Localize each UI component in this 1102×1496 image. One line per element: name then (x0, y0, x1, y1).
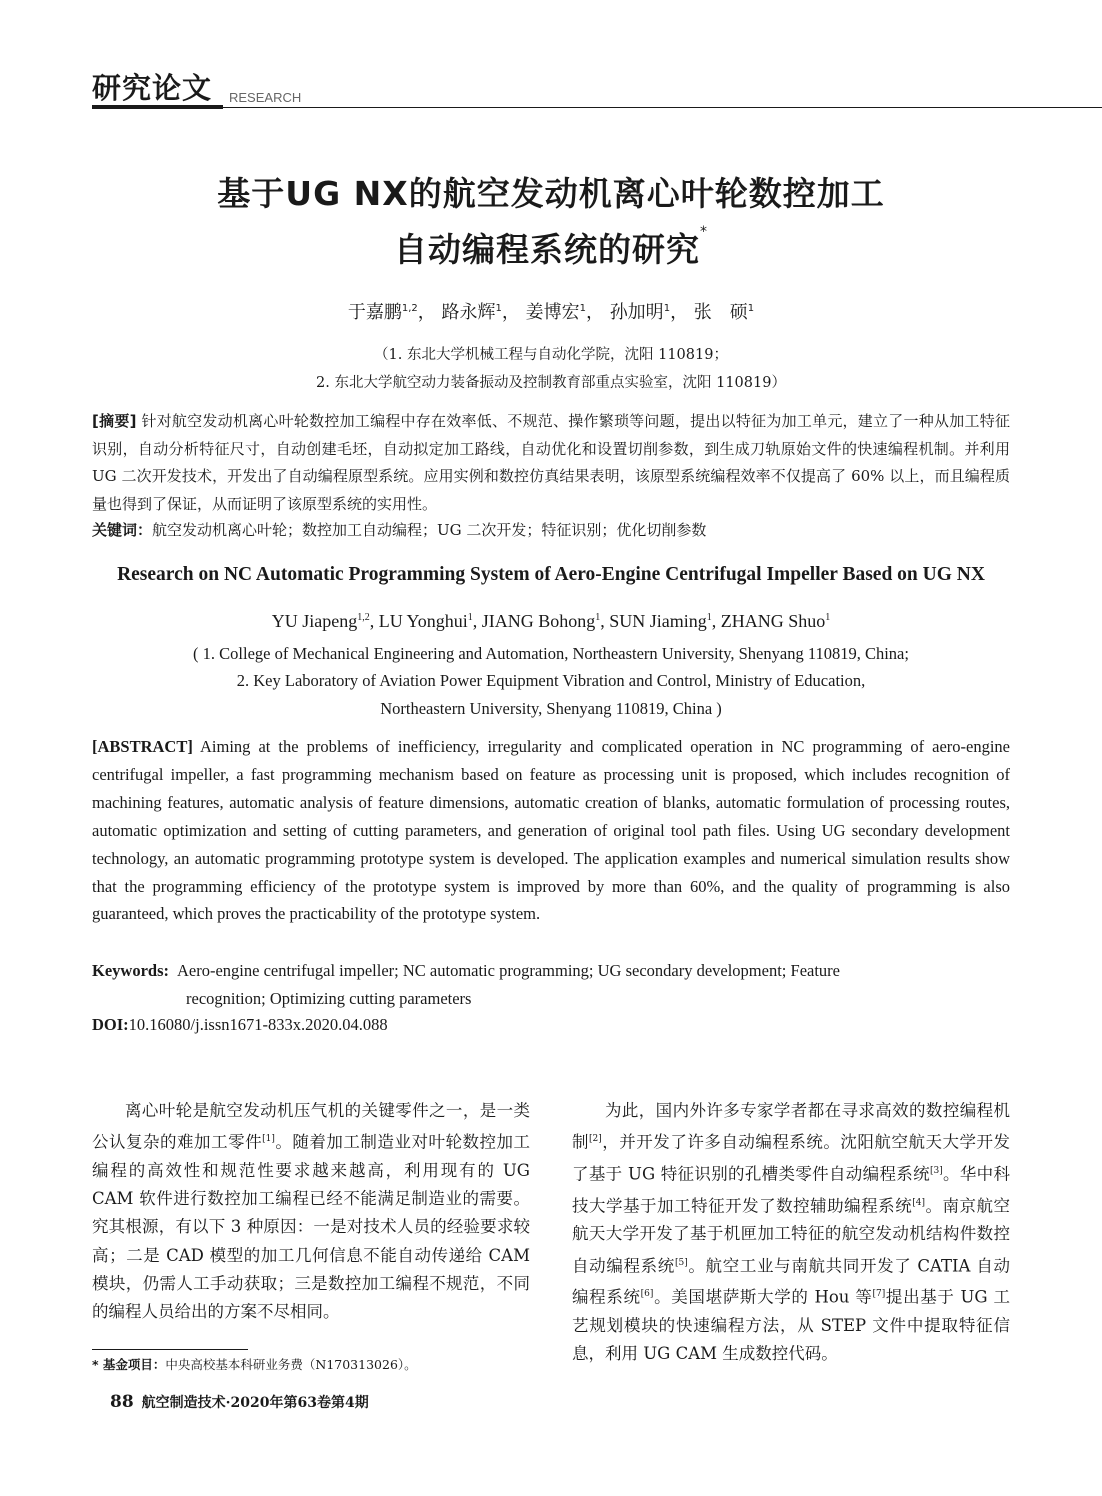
author: 张 硕 (693, 302, 748, 323)
abstract-cn-label: [摘要] (92, 412, 137, 430)
author-affiliation: 1 (495, 303, 502, 314)
paper-title-line1: 基于UG NX的航空发动机离心叶轮数控加工 (217, 174, 885, 213)
page-number: 88 (110, 1392, 134, 1412)
author: 姜博宏 (525, 302, 580, 323)
author: 于嘉鹏 (347, 302, 402, 323)
footnote-funding (92, 1355, 417, 1373)
affiliation-en-1: ( 1. College of Mechanical Engineering and Automation, Northeastern University, Shenyang 110819, China; (193, 644, 909, 663)
author-separator: , (369, 611, 379, 631)
keywords-en-text: Aero-engine centrifugal impeller; NC automatic programming; UG secondary development; Feature (177, 961, 840, 980)
citation: [3] (929, 1165, 943, 1176)
affiliation-en-2: 2. Key Laboratory of Aviation Power Equipment Vibration and Control, Ministry of Education, (236, 671, 866, 690)
body-text: 。美国堪萨斯大学的 Hou 等 (653, 1287, 873, 1307)
author-separator: , (472, 611, 482, 631)
author: 孙加明 (609, 302, 664, 323)
author: 路永辉 (441, 302, 496, 323)
footnote-label: * 基金项目： (92, 1357, 166, 1372)
affiliation-cn-1: （1. 东北大学机械工程与自动化学院，沈阳 110819； (374, 347, 728, 363)
keywords-cn-label: 关键词： (92, 521, 153, 539)
body-text: 。随着加工制造业对叶轮数控加工编程的高效性和规范性要求越来越高，利用现有的 UG CAM 软件进行数控加工编程已经不能满足制造业的需要。究其根源，有以下 3 种原因：一是对技术人员的经验要求较高；二是 CAD 模型的加工几何信息不能自动传递给 CAM 模块，仍需人工手动获取；三是数控加工编程不规范，不同的编程人员给出的方案不尽相同。 (92, 1132, 531, 1321)
footnote-rule (92, 1349, 248, 1350)
footnote-text: 中央高校基本科研业务费（N170313026）。 (165, 1357, 417, 1372)
abstract-en (92, 733, 1010, 928)
author: JIANG Bohong (481, 611, 596, 631)
affiliation-en-3: Northeastern University, Shenyang 110819, China ) (380, 699, 722, 718)
citation: [1] (262, 1134, 275, 1145)
paper-title-en: Research on NC Automatic Programming System of Aero-Engine Centrifugal Impeller Based on UG NX (117, 564, 985, 585)
affiliation-cn-2: 2. 东北大学航空动力装备振动及控制教育部重点实验室，沈阳 110819） (316, 375, 786, 391)
author-affiliation: 1 (579, 303, 586, 314)
body-text: 离心叶轮是航空发动机压气机的关键零件之一，是一类公认复杂的难加工零件 (92, 1101, 530, 1152)
body-text: 为此，国内外许多专家学者都在寻求高效的数控编程机制 (572, 1101, 1010, 1152)
author-separator: , (711, 611, 721, 631)
body-text: 提出基于 UG 工艺规划模块的快速编程方法，从 STEP 文件中提取特征信息，利用 UG CAM 生成数控代码。 (572, 1287, 1010, 1364)
header-rule (223, 107, 1102, 108)
keywords-cn (92, 518, 1010, 542)
author-affiliation: 1 (663, 303, 671, 314)
body-text: ，并开发了许多自动编程系统。沈阳航空航天大学开发了基于 UG 特征识别的孔槽类零件自动编程系统 (572, 1132, 1011, 1184)
body-text: 。航空工业与南航共同开发了 CATIA 自动编程系统 (572, 1256, 1010, 1307)
body-paragraph (92, 1097, 530, 1326)
author-separator: ， (670, 302, 689, 323)
citation: [4] (912, 1197, 925, 1208)
paper-title-text: 自动编程系统的研究 (394, 230, 700, 269)
funding-mark: * (700, 224, 708, 240)
keywords-en (92, 957, 1010, 1013)
page-header (92, 64, 1102, 108)
author-separator: ， (417, 302, 436, 323)
abstract-en-text: Aiming at the problems of inefficiency, irregularity and complicated operation in NC programming of aero-engine centrifugal impeller, a fast programming mechanism based on feature as processing unit is proposed, which includes recognition of machining features, automatic analysis of feature dimensions, automatic creation of blanks, automatic formulation of processing routes, automatic optimization and setting of cutting parameters, and generation of original tool path files. Using UG secondary development technology, an automatic programming prototype system is developed. The application examples and numerical simulation results show that the programming efficiency of the prototype system is improved by more than 60%, and the quality of programming is also guaranteed, which proves the practicability of the prototype system. (92, 737, 1010, 924)
abstract-en-label: [ABSTRACT] (92, 737, 193, 756)
author-affiliation: 1,2 (357, 612, 370, 623)
keywords-en-text-cont: recognition; Optimizing cutting parameters (186, 989, 472, 1008)
author-affiliation: 1 (595, 612, 601, 623)
author: LU Yonghui (378, 611, 468, 631)
page-footer (110, 1392, 369, 1412)
author-separator: , (600, 611, 610, 631)
keywords-cn-text: 航空发动机离心叶轮；数控加工自动编程；UG 二次开发；特征识别；优化切削参数 (152, 521, 707, 539)
citation: [5] (674, 1257, 688, 1268)
section-title: 研究论文 (92, 71, 213, 105)
body-paragraph (572, 1097, 1010, 1368)
section-label-en: RESEARCH (229, 90, 302, 105)
journal-info: 航空制造技术·2020年第63卷第4期 (141, 1395, 369, 1411)
author-affiliation: 1 (467, 612, 473, 623)
author: YU Jiapeng (271, 611, 358, 631)
author-list-en (0, 611, 1102, 632)
author-separator: ， (501, 302, 520, 323)
body-column-right (572, 1097, 1010, 1368)
paper-title-line2 (0, 224, 1102, 271)
doi (92, 1015, 388, 1035)
body-column-left (92, 1097, 530, 1326)
author-affiliation: 1 (825, 612, 831, 623)
citation: [6] (640, 1289, 654, 1300)
citation: [7] (872, 1289, 886, 1300)
abstract-cn (92, 408, 1010, 518)
doi-value: 10.16080/j.issn1671-833x.2020.04.088 (128, 1015, 388, 1034)
header-rule-thick (92, 105, 223, 109)
citation: [2] (589, 1134, 602, 1145)
author: ZHANG Shuo (720, 611, 826, 631)
abstract-cn-text: 针对航空发动机离心叶轮数控加工编程中存在效率低、不规范、操作繁琐等问题，提出以特征为加工单元，建立了一种从加工特征识别，自动分析特征尺寸，自动创建毛坯，自动拟定加工路线，自动优化和设置切削参数，到生成刀轨原始文件的快速编程机制。并利用 UG 二次开发技术，开发出了自动编程原型系统。应用实例和数控仿真结果表明，该原型系统编程效率不仅提高了 60% 以上，而且编程质量也得到了保证，从而证明了该原型系统的实用性。 (92, 412, 1010, 513)
author-affiliation: 1,2 (401, 303, 418, 314)
author-separator: ， (585, 302, 604, 323)
author-affiliation: 1 (706, 612, 712, 623)
body-text: 。华中科技大学基于加工特征开发了数控辅助编程系统 (572, 1164, 1011, 1216)
author: SUN Jiaming (609, 611, 707, 631)
author-affiliation: 1 (747, 303, 755, 314)
author-list-cn (0, 298, 1102, 324)
keywords-en-label: Keywords: (92, 961, 169, 980)
body-text: 。南京航空航天大学开发了基于机匣加工特征的航空发动机结构件数控自动编程系统 (572, 1196, 1011, 1276)
doi-label: DOI: (92, 1015, 129, 1034)
